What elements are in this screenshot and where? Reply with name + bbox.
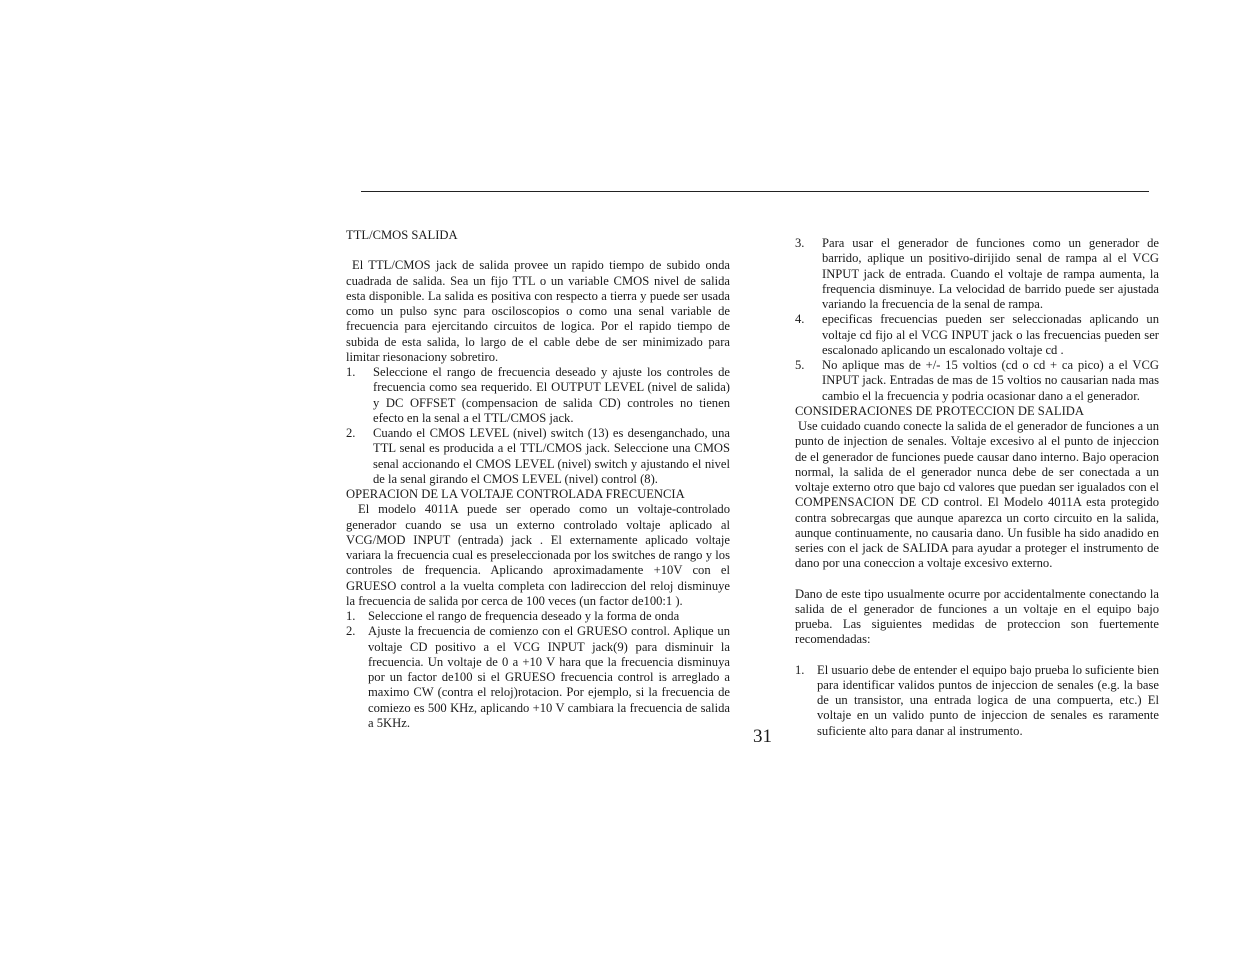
left-column [346,228,730,731]
protection-paragraph: Use cuidado cuando conecte la salida de el generador de funciones a un punto de injection de senales. Voltaje excesivo al el punto de injeccion de el generador de funciones puede causar dano interno. Bajo operacion normal, la salida de el generador nunca debe de ser conectada a un voltaje externo otro que bajo cd valores que puedan ser igualados con el COMPENSACION DE CD control. El Modelo 4011A esta protegido contra sobrecargas que aunque aparezca un corto circuito en la salida, aunque continuamente, no causaria dano. Un fusible ha sido anadido en series con el jack de SALIDA para ayudar a proteger el instrumento de dano por una coneccion a voltaje excesivo externo. [795,419,1159,571]
list-item: 3. Para usar el generador de funciones como un generador de barrido, aplique un positivo-dirijido senal de rampa al el VCG INPUT jack de entrada. Cuando el voltaje de rampa aumenta, la frequencia disminuye. La velocidad de barrido puede ser ajustada variando la frecuencia de la senal de rampa. [795,236,1159,311]
list-item: 4. epecificas frecuencias pueden ser seleccionadas aplicando un voltaje cd fijo al el VCG INPUT jack o las frecuencias pueden ser escalonado aplicando un escalonado voltaje cd . [795,312,1159,357]
damage-paragraph: Dano de este tipo usualmente ocurre por accidentalmente conectando la salida de el generador de funciones a un voltaje en el equipo bajo prueba. Las siguientes medidas de proteccion son fuertemente recomendadas: [795,586,1159,647]
list-vcg-steps-continued [795,236,1159,404]
right-column [795,236,1159,739]
list-protection-measures [795,663,1159,739]
vcg-paragraph: El modelo 4011A puede ser operado como un voltaje-controlado generador cuando se usa un externo controlado voltaje aplicado al VCG/MOD INPUT (entrada) jack . El externamente aplicado voltaje variara la frecuencia cual es preseleccionada por los switches de rango y los controles de frequencia. Aplicando aproximadamente +10V con el GRUESO control a la vuelta completa con ladireccion del reloj disminuye la frecuencia de salida por cerca de 100 veces (un factor de100:1 ). [346,502,730,608]
list-item: 1. Seleccione el rango de frequencia deseado y la forma de onda [346,609,680,623]
list-item: 5. No aplique mas de +/- 15 voltios (cd o cd + ca pico) a el VCG INPUT jack. Entradas de mas de 15 voltios no causarian nada mas cambio el la frecuencia y podria ocasionar dano a el generador. [795,358,1159,403]
list-item: 2. Cuando el CMOS LEVEL (nivel) switch (13) es desenganchado, una TTL senal es producida a el TTL/CMOS jack. Seleccione una CMOS senal accionando el CMOS LEVEL (nivel) switch y ajustando el nivel de la senal girando el CMOS LEVEL (nivel) control (8). [346,426,730,486]
section-title-protection: CONSIDERACIONES DE PROTECCION DE SALIDA [795,403,1084,418]
list-vcg-steps [346,609,730,731]
list-item: 1. Seleccione el rango de frecuencia deseado y ajuste los controles de frecuencia como sea requerido. El OUTPUT LEVEL (nivel de salida) y DC OFFSET (compensacion de salida CD) controles no tienen efecto en la senal a el TTL/CMOS jack. [346,365,730,425]
section-title-vcg: OPERACION DE LA VOLTAJE CONTROLADA FRECUENCIA [346,487,685,501]
header-rule [361,191,1149,192]
section-title-ttl-cmos: TTL/CMOS SALIDA [346,228,458,242]
list-item: 1. El usuario debe de entender el equipo bajo prueba lo suficiente bien para identificar validos puntos de injeccion de senales (e.g. la base de un transistor, una entrada logica de una compuerta, etc.) El voltaje en un valido punto de injeccion de senales es raramente suficiente alto para danar al instrumento. [795,662,1159,738]
list-item: 2. Ajuste la frecuencia de comienzo con el GRUESO control. Aplique un voltaje CD positivo a el VCG INPUT jack(9) para disminuir la frecuencia. Un voltaje de 0 a +10 V hara que la frecuencia disminuya por un factor de100 si el GRUESO frecuencia control is arreglado a maximo CW (contra el reloj)rotacion. Por ejemplo, si la frecuencia de comiezo es 500 KHz, aplicando +10 V cambiara la frecuencia de salida a 5KHz. [346,624,730,730]
page-number: 31 [753,726,772,747]
list-ttl-steps [346,365,730,487]
intro-paragraph: El TTL/CMOS jack de salida provee un rapido tiempo de subido onda cuadrada de salida. Sea un fijo TTL o un variable CMOS nivel de salida esta disponible. La salida es positiva con respecto a tierra y puede ser usada como un pulso sync para osciloscopios o como una senal variable de frecuencia para ejercitando circuitos de logica. Por el rapido tiempo de subida de esta salida, lo largo de el cable debe de ser minimizado para limitar riesonaciony sobretiro. [346,258,730,364]
